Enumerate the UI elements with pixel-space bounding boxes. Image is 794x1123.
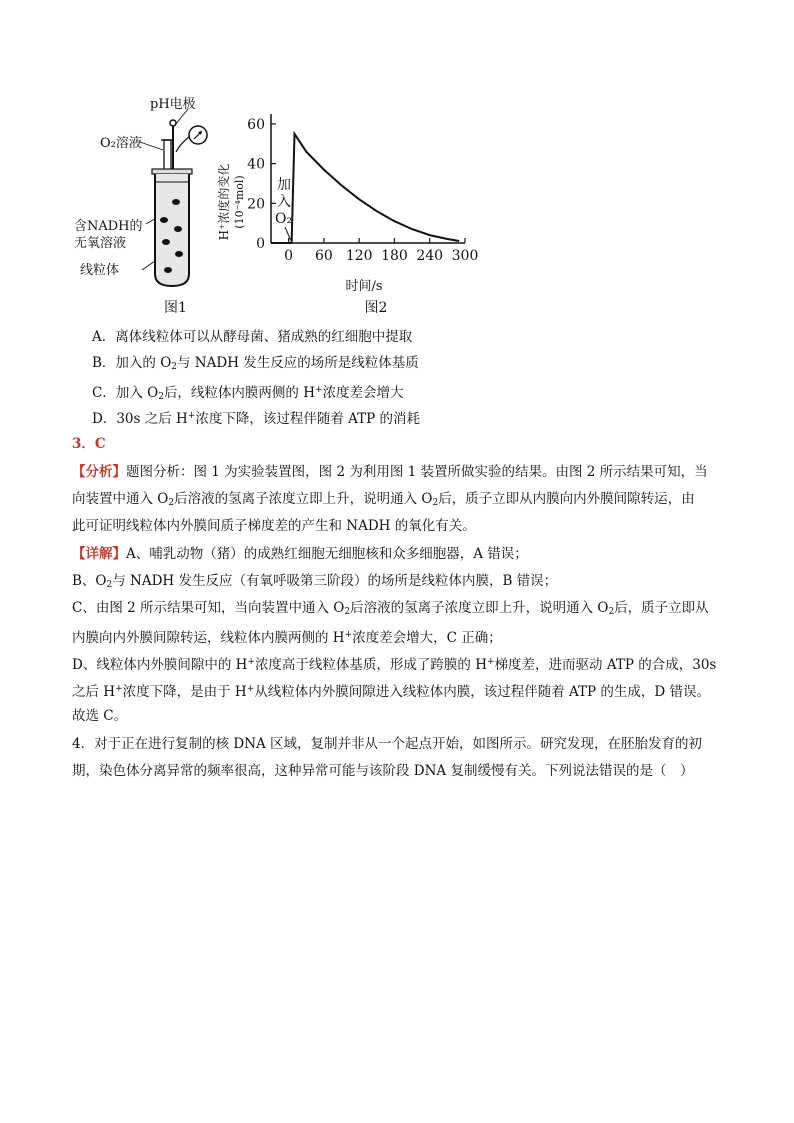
label-nadh-2: 无氧溶液 [74, 236, 127, 251]
detail-line-a: 【详解】A、哺乳动物（猪）的成熟红细胞无细胞核和众多细胞器，A 错误； [72, 546, 528, 562]
analysis-line-2: 向装置中通入 $O_2$后溶液的氢离子浓度立即上升，说明通入 $O_2$后，质子立即从内膜向内外膜间隙转运，由 [72, 491, 695, 508]
meter-wire [176, 137, 189, 152]
mito-dot [164, 267, 172, 273]
annotation-line-1: 加 [277, 177, 291, 193]
option-a: A．离体线粒体可以从酵母菌、猪成熟的红细胞中提取 [92, 329, 413, 345]
x-tick-label: 240 [416, 248, 444, 264]
label-mito: 线粒体 [80, 263, 120, 278]
detail-tag: 【详解】 [72, 546, 126, 562]
analysis-line-3: 此可证明线粒体内外膜间质子梯度差的产生和 NADH 的氧化有关。 [72, 518, 476, 534]
detail-line-d2: 之后 H+浓度下降，是由于 H+从线粒体内外膜间隙进入线粒体内膜，该过程伴随着 ATP 的生成，D 错误。 [72, 684, 711, 700]
detail-final: 故选 C。 [72, 708, 128, 724]
option-d: D．30s 之后 H+浓度下降，该过程伴随着 ATP 的消耗 [92, 411, 421, 427]
detail-line-b: B、$O_2$与 NADH 发生反应（有氧呼吸第三阶段）的场所是线粒体内膜，B 错误； [72, 573, 558, 590]
y-tick-label: 0 [256, 236, 265, 252]
detail-line-c1: C、由图 2 所示结果可知，当向装置中通入 $O_2$后溶液的氢离子浓度立即上升，说明通入 $O_2$后，质子立即从 [72, 600, 709, 617]
annotation-line-2: 入 [277, 194, 291, 210]
test-tube-icon [155, 174, 189, 286]
x-tick-label: 60 [314, 248, 333, 264]
detail-line-c2: 内膜向内外膜间隙转运，线粒体内膜两侧的 H+浓度差会增大，C 正确； [72, 630, 502, 646]
mito-dot [162, 239, 170, 245]
fig2-chart [216, 114, 478, 316]
label-o2-solution: O₂溶液 [100, 136, 142, 151]
mito-dot [174, 226, 182, 232]
mito-dot [160, 217, 168, 223]
chart-xlabel: 时间/s [345, 279, 383, 294]
label-nadh-1: 含NADH的 [74, 219, 143, 234]
x-tick-label: 300 [451, 248, 479, 264]
fig1-apparatus [74, 96, 207, 316]
analysis-line-1: 【分析】题图分析：图 1 为实验装置图，图 2 为利用图 1 装置所做实验的结果。由图 2 所示结果可知，当 [72, 464, 708, 480]
option-b: B．加入的 $O_2$与 NADH 发生反应的场所是线粒体基质 [92, 355, 419, 372]
question4-line-1: 4．对于正在进行复制的核 DNA 区域，复制并非从一个起点开始，如图所示。研究发现，在胚胎发育的初 [72, 736, 703, 752]
answer-label: 3．C [72, 436, 106, 452]
mito-dot [175, 251, 183, 257]
detail-line-d1: D、线粒体内外膜间隙中的 H+浓度高于线粒体基质，形成了跨膜的 H+梯度差，进而驱动 ATP 的合成，30s [72, 657, 717, 673]
chart-ylabel: H⁺浓度的变化 [217, 163, 231, 241]
option-c: C．加入 $O_2$后，线粒体内膜两侧的 H+浓度差会增大 [92, 385, 404, 402]
annotation-arrow [285, 227, 291, 240]
question4-line-2: 期，染色体分离异常的频率很高，这种异常可能与该阶段 DNA 复制缓慢有关。下列说法错误的是（ ） [72, 763, 694, 779]
syringe-icon [164, 140, 171, 170]
fig2-caption: 图2 [364, 300, 388, 316]
tube-stopper [152, 169, 192, 174]
x-tick-label: 120 [345, 248, 373, 264]
y-tick-label: 40 [247, 156, 265, 173]
chart-ylabel-unit: (10⁻⁴mol) [233, 175, 246, 229]
figure-area [74, 92, 500, 317]
y-tick-label: 20 [247, 196, 265, 213]
label-electrode: pH电极 [150, 97, 196, 112]
x-tick-label: 0 [284, 248, 294, 264]
mito-dot [172, 199, 180, 205]
y-tick-label: 60 [247, 116, 265, 133]
x-tick-label: 180 [381, 248, 408, 264]
annotation-line-3: O₂ [275, 211, 293, 227]
figure-svg [74, 92, 500, 317]
fig1-caption: 图1 [164, 300, 187, 316]
analysis-tag: 【分析】 [72, 464, 126, 480]
electrode-tip-icon [170, 120, 176, 126]
series-line [271, 134, 459, 243]
